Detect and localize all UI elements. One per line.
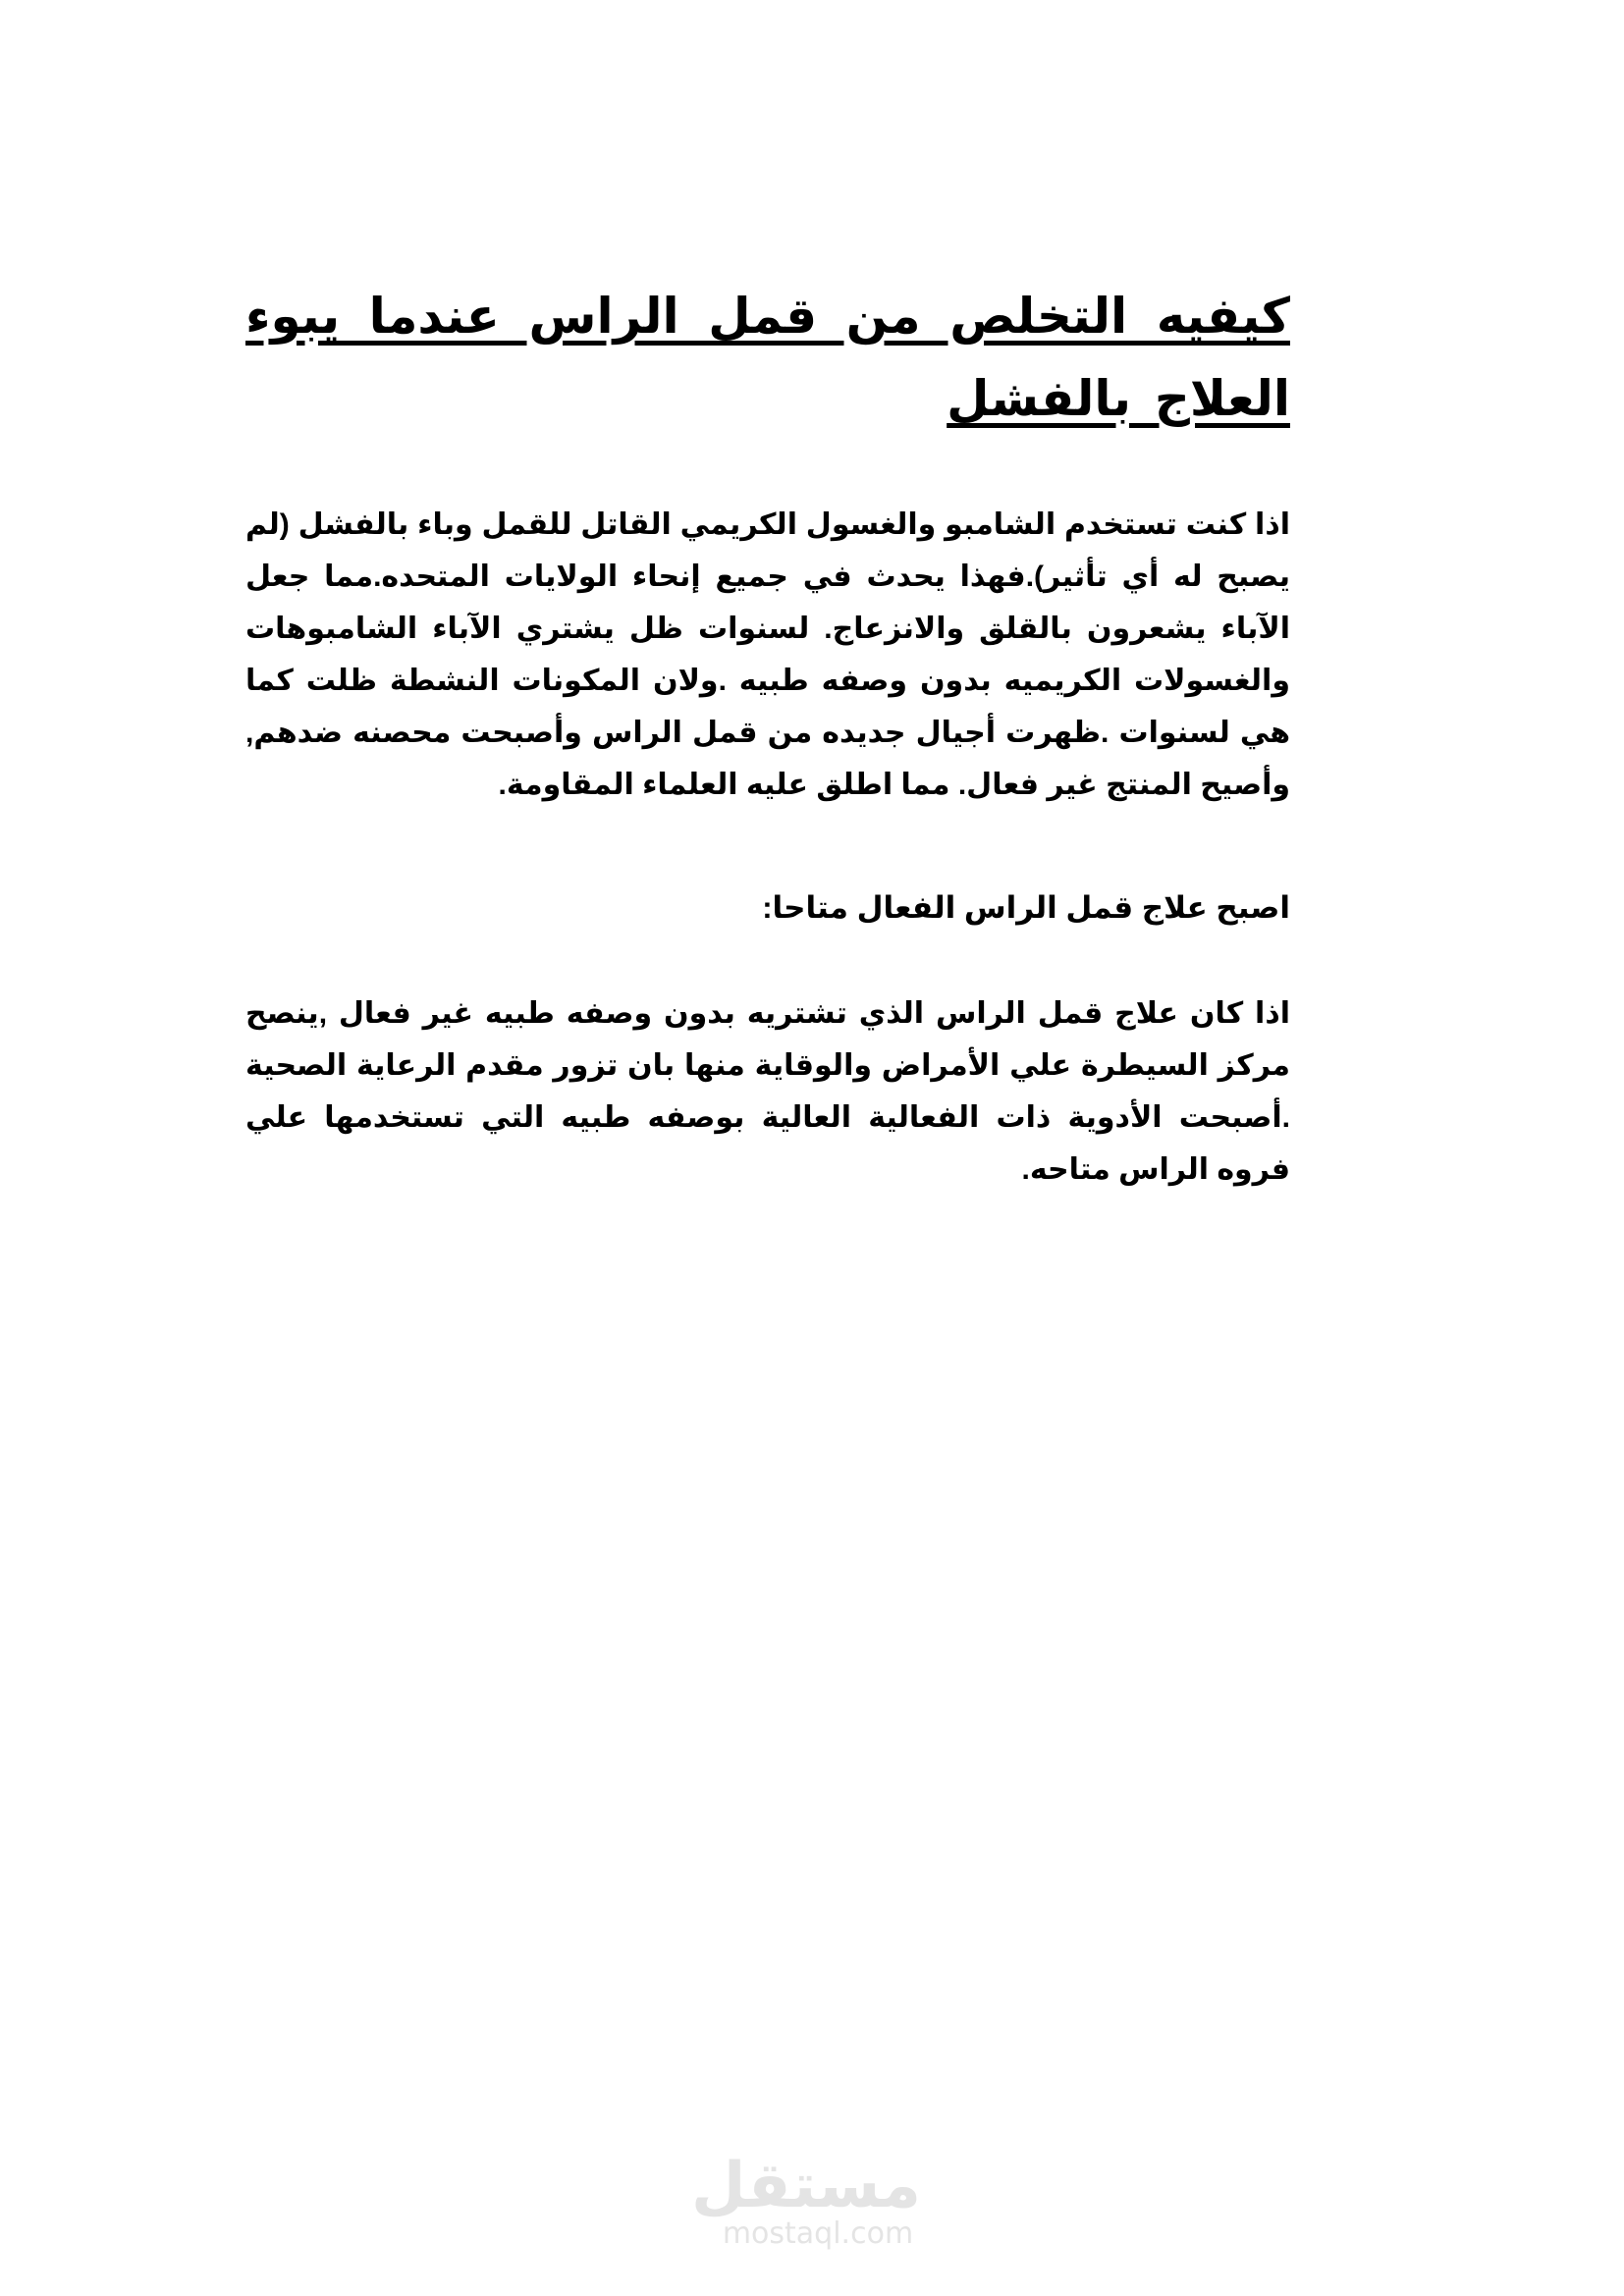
subheading: اصبح علاج قمل الراس الفعال متاحا: bbox=[762, 890, 1290, 925]
watermark-latin: mostaql.com bbox=[722, 2216, 914, 2251]
paragraph-2: اذا كان علاج قمل الراس الذي تشتريه بدون وصفه طبيه غير فعال ,ينصح مركز السيطرة علي الأمراض والوقاية منها بان تزور مقدم الرعاية الصحية .أصبحت الأدوية ذات الفعالية العالية بوصفه طبيه التي تستخدمها علي فروه الراس متاحه. bbox=[245, 997, 1290, 1186]
document-title: كيفيه التخلص من قمل الراس عندما يبوء العلاج بالفشل bbox=[245, 289, 1290, 426]
watermark-arabic: مستقل bbox=[690, 2150, 921, 2222]
paragraph-1: اذا كنت تستخدم الشامبو والغسول الكريمي القاتل للقمل وباء بالفشل (لم يصبح له أي تأثير).فهذا يحدث في جميع إنحاء الولايات المتحده.مما جعل الآباء يشعرون بالقلق والانزعاج. لسنوات ظل يشتري الآباء الشامبوهات والغسولات الكريميه بدون وصفه طبيه .ولان المكونات النشطة ظلت كما هي لسنوات .ظهرت أجيال جديده من قمل الراس وأصبحت محصنه ضدهم, وأصيح المنتج غير فعال. مما اطلق عليه العلماء المقاومة. bbox=[245, 508, 1290, 801]
watermark-logo bbox=[690, 2150, 921, 2251]
